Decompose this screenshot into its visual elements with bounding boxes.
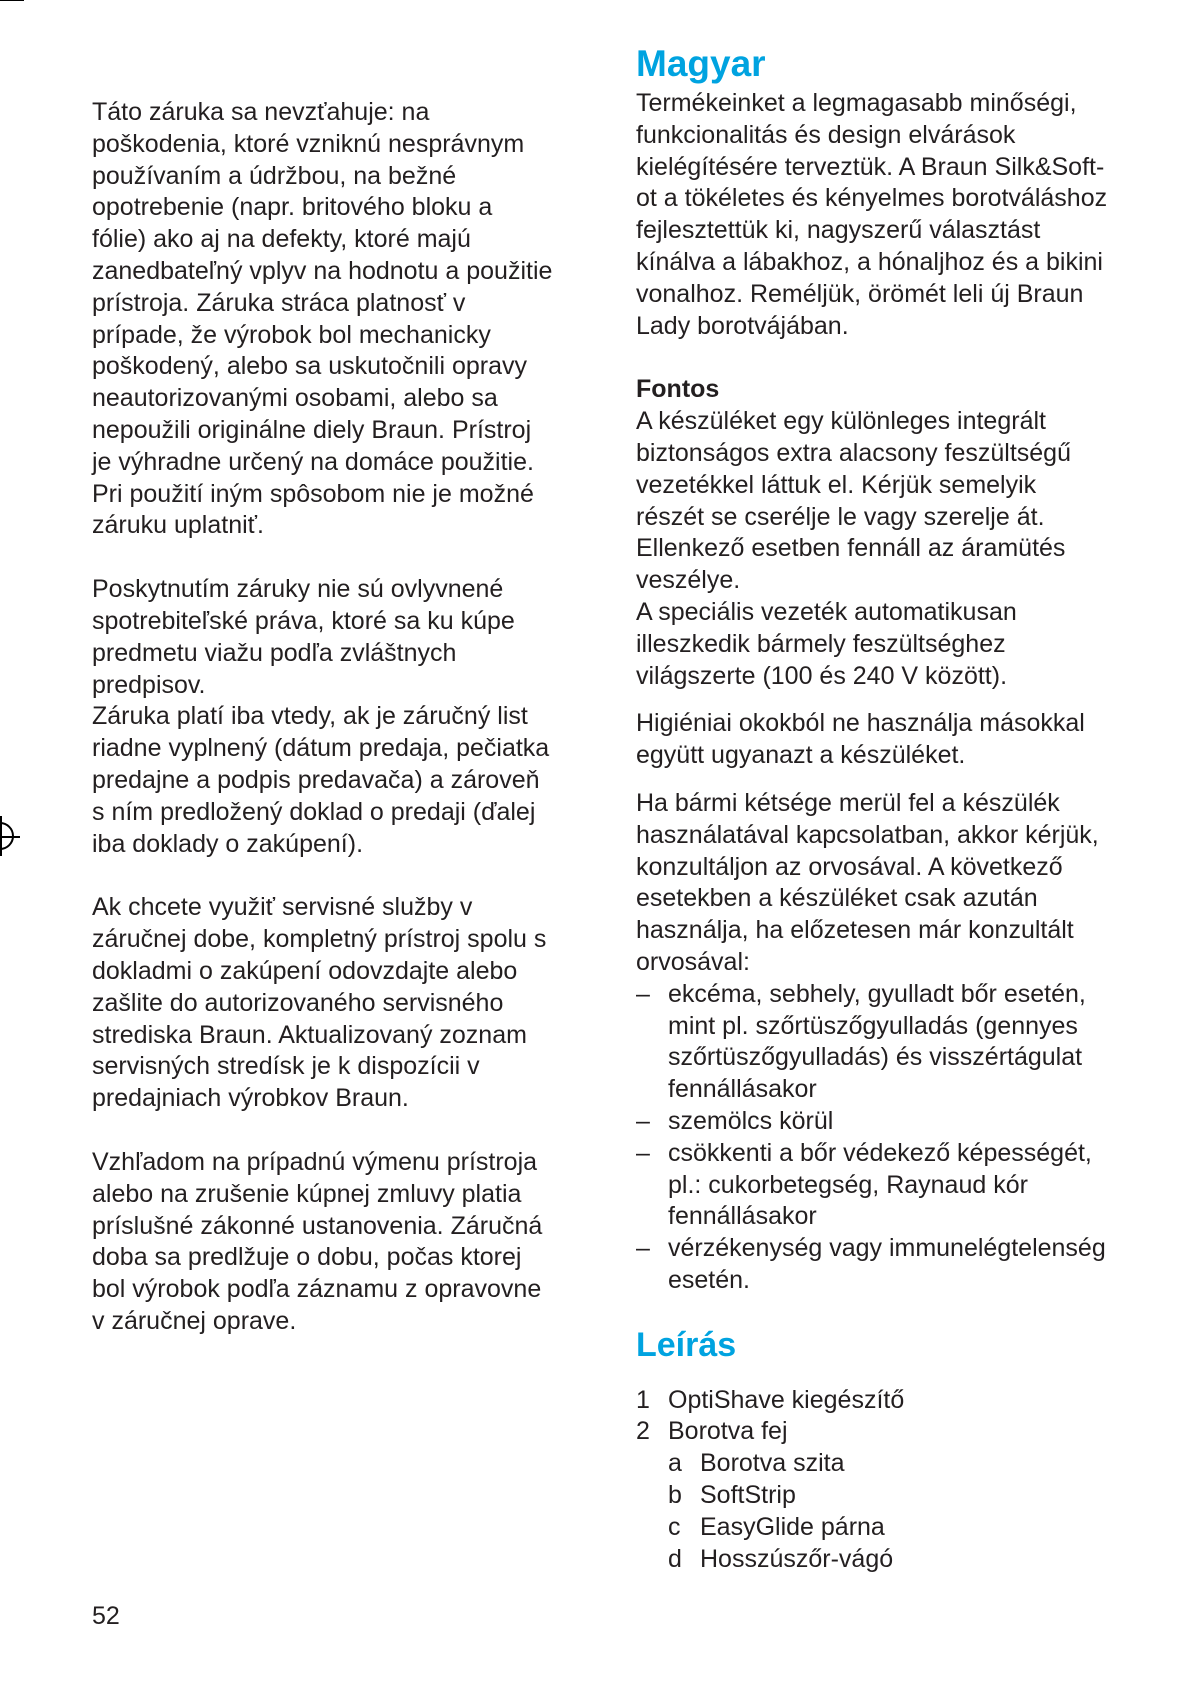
parts-list <box>636 1385 1156 1576</box>
list-item: c EasyGlide párna <box>668 1512 885 1541</box>
list-item: 2 Borotva fej <box>636 1417 788 1446</box>
section-heading-magyar: Magyar <box>636 43 766 84</box>
list-item: – csökkenti a bőr védekező képességét, pl.: cukorbetegség, Raynaud kór fennállásakor <box>636 1138 1156 1233</box>
list-item: – szemölcs körül <box>636 1106 1156 1138</box>
list-item: a Borotva szita <box>668 1449 845 1478</box>
list-item: b SoftStrip <box>668 1481 796 1510</box>
replacement-paragraph: Vzhľadom na prípadnú výmenu prístroja alebo na zrušenie kúpnej zmluvy platia príslušné zákonné ustanovenia. Záručná doba sa predlžuje o dobu, počas ktorej bol výrobok podľa záznamu z opravovne v záručnej oprave. <box>92 1147 543 1335</box>
registration-mark-icon <box>0 822 14 850</box>
list-item: 1 OptiShave kiegészítő <box>636 1385 905 1414</box>
doctor-paragraph: Ha bármi kétsége merül fel a készülék használatával kapcsolatban, akkor kérjük, konzultáljon az orvosával. A következő esetekben a készüléket csak azután használja, ha előzetesen már konzultált orvosával: <box>636 788 1099 976</box>
intro-paragraph: Termékeinket a legmagasabb minőségi, funkcionalitás és design elvárások kielégítésére terveztük. A Braun Silk&Soft- ot a tökéletes és kényelmes borotváláshoz fejlesztettük ki, nagyszerű választást kínálva a lábakhoz, a hónaljhoz és a bikini vonalhoz. Reméljük, örömét leli új Braun Lady borotvájában. <box>636 89 1108 340</box>
warranty-exclusions-paragraph: Táto záruka sa nevzťahuje: na poškodenia, ktoré vzniknú nesprávnym používaním a údržbou, na bežné opotrebenie (napr. britového bloku a fólie) ako aj na defekty, ktoré majú zanedbateľný vplyv na hodnotu a použitie prístroja. Záruka stráca platnosť v prípade, že výrobok bol mechanicky poškodený, alebo sa uskutočnili opravy neautorizovanými osobami, alebo sa nepoužili originálne diely Braun. Prístroj je výhradne určený na domáce použitie. Pri použití iným spôsobom nie je možné záruku uplatniť. <box>92 98 553 540</box>
list-item: d Hosszúszőr-vágó <box>668 1544 894 1573</box>
section-heading-description: Leírás <box>636 1325 737 1364</box>
important-heading: Fontos <box>636 375 720 404</box>
consumer-rights-paragraph: Poskytnutím záruky nie sú ovlyvnené spotrebiteľské práva, ktoré sa ku kúpe predmetu viažu podľa zvláštnych predpisov. <box>92 575 515 699</box>
important-paragraph-1: A készüléket egy különleges integrált biztonságos extra alacsony feszültségű vezetékkel láttuk el. Kérjük semelyik részét se cserélje le vagy szerelje át. Ellenkező esetben fennáll az áramütés veszélye. <box>636 407 1071 595</box>
hygiene-paragraph: Higiéniai okokból ne használja másokkal együtt ugyanazt a készüléket. <box>636 709 1085 770</box>
service-paragraph: Ak chcete využiť servisné služby v záručnej dobe, kompletný prístroj spolu s dokladmi o zakúpení odovzdajte alebo zašlite do autorizovaného servisného strediska Braun. Aktualizovaný zoznam servisných stredísk je k dispozícii v predajniach výrobkov Braun. <box>92 893 547 1113</box>
warranty-validity-paragraph: Záruka platí iba vtedy, ak je záručný list riadne vyplnený (dátum predaja, pečiatka predajne a podpis predavača) a zároveň s ním predložený doklad o predaji (ďalej iba doklady o zakúpení). <box>92 702 550 858</box>
hungarian-column <box>636 40 1156 1575</box>
conditions-list <box>636 979 1156 1297</box>
crop-mark <box>0 0 24 1</box>
important-paragraph-2: A speciális vezeték automatikusan illeszkedik bármely feszültséghez világszerte (100 és 240 V között). <box>636 597 1017 690</box>
page-number: 52 <box>92 1602 120 1630</box>
list-item: – vérzékenység vagy immunelégtelenség esetén. <box>636 1233 1156 1297</box>
slovak-column <box>92 97 612 1338</box>
list-item: – ekcéma, sebhely, gyulladt bőr esetén, mint pl. szőrtüszőgyulladás (gennyes szőrtüszőgyulladás) és visszértágulat fennállásakor <box>636 979 1156 1106</box>
